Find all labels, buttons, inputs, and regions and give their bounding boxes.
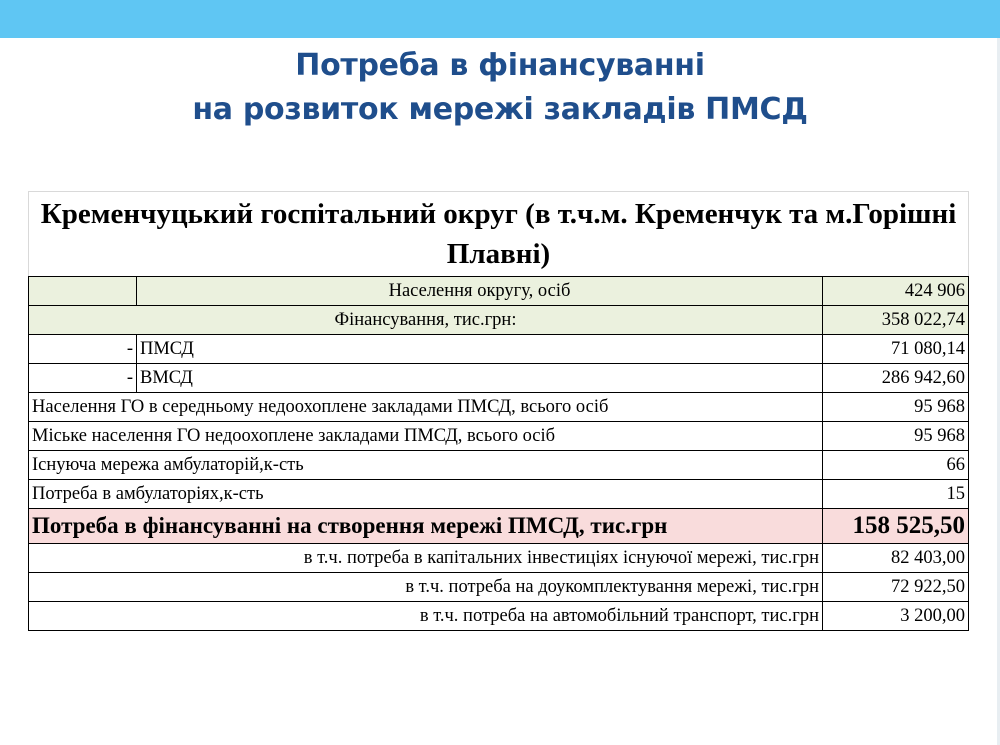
population-row xyxy=(29,277,969,306)
funding-label: Фінансування, тис.грн: xyxy=(29,306,823,335)
total-value: 158 525,50 xyxy=(823,509,969,544)
total-label: Потреба в фінансуванні на створення мережі ПМСД, тис.грн xyxy=(29,509,823,544)
row-value: 15 xyxy=(823,480,969,509)
table-row xyxy=(29,451,969,480)
total-row xyxy=(29,509,969,544)
population-label: Населення округу, осіб xyxy=(137,277,823,306)
sub-row-value: 82 403,00 xyxy=(823,544,969,573)
table-row xyxy=(29,422,969,451)
population-value: 424 906 xyxy=(823,277,969,306)
vmsd-dash: - xyxy=(29,364,137,393)
slide-title-line-2: на розвиток мережі закладів ПМСД xyxy=(192,92,808,127)
row-value: 95 968 xyxy=(823,422,969,451)
vmsd-value: 286 942,60 xyxy=(823,364,969,393)
table-row xyxy=(29,393,969,422)
sub-row xyxy=(29,544,969,573)
row-value: 66 xyxy=(823,451,969,480)
funding-table xyxy=(28,191,969,631)
pmsd-label: ПМСД xyxy=(137,335,823,364)
pmsd-row xyxy=(29,335,969,364)
row-label: Населення ГО в середньому недоохоплене закладами ПМСД, всього осіб xyxy=(29,393,823,422)
slide-title-line-1: Потреба в фінансуванні xyxy=(295,48,705,83)
sub-row-label: в т.ч. потреба на доукомплектування мережі, тис.грн xyxy=(29,573,823,602)
vmsd-label: ВМСД xyxy=(137,364,823,393)
row-value: 95 968 xyxy=(823,393,969,422)
sub-row xyxy=(29,602,969,631)
sub-row xyxy=(29,573,969,602)
sub-row-value: 3 200,00 xyxy=(823,602,969,631)
funding-row xyxy=(29,306,969,335)
table-row xyxy=(29,480,969,509)
sub-row-label: в т.ч. потреба на автомобільний транспорт, тис.грн xyxy=(29,602,823,631)
pmsd-dash: - xyxy=(29,335,137,364)
slide-title xyxy=(0,44,1000,132)
row-label: Існуюча мережа амбулаторій,к-сть xyxy=(29,451,823,480)
row-label: Міське населення ГО недоохоплене закладами ПМСД, всього осіб xyxy=(29,422,823,451)
funding-value: 358 022,74 xyxy=(823,306,969,335)
table-heading-row xyxy=(29,192,969,277)
top-accent-bar xyxy=(0,0,1000,38)
empty-cell xyxy=(29,277,137,306)
sub-row-value: 72 922,50 xyxy=(823,573,969,602)
sub-row-label: в т.ч. потреба в капітальних інвестиціях існуючої мережі, тис.грн xyxy=(29,544,823,573)
table-heading: Кременчуцький госпітальний округ (в т.ч.м. Кременчук та м.Горішні Плавні) xyxy=(29,192,969,277)
row-label: Потреба в амбулаторіях,к-сть xyxy=(29,480,823,509)
pmsd-value: 71 080,14 xyxy=(823,335,969,364)
vmsd-row xyxy=(29,364,969,393)
